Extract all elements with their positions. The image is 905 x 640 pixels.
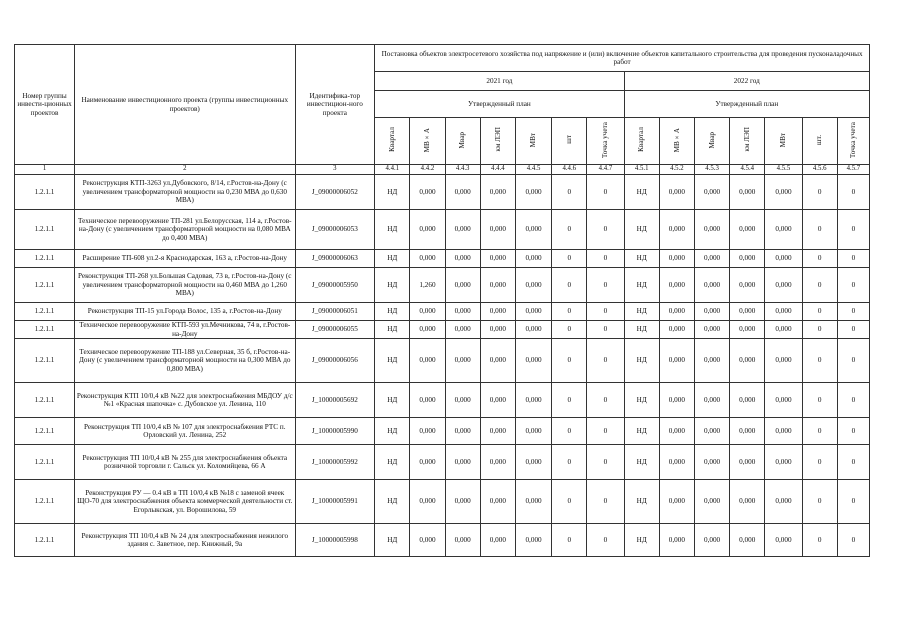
value-cell: 0 (802, 524, 837, 557)
value-cell: 0,000 (480, 524, 515, 557)
table-row (15, 383, 870, 418)
value-cell: 0,000 (515, 480, 551, 524)
value-cell: 0,000 (445, 321, 480, 339)
value-cell: 0 (587, 250, 624, 268)
value-cell: 0,000 (730, 480, 765, 524)
value-cell: НД (624, 175, 659, 210)
project-id-cell: J_09000005950 (295, 268, 375, 303)
value-cell: 0 (802, 480, 837, 524)
value-cell: 0,000 (765, 268, 802, 303)
project-name-cell: Реконструкция РУ — 0.4 кВ в ТП 10/0,4 кВ №18 с заменой ячеек ЩО-70 для электроснабжения объекта коммерческой деятельности ст. Егорлыкская, ул. Ворошилова, 59 (75, 480, 295, 524)
value-cell: 0 (587, 480, 624, 524)
header-approved-plan-2021: Утвержденный план (375, 91, 624, 118)
value-cell: 0 (587, 321, 624, 339)
value-cell: 0,000 (410, 303, 445, 321)
value-cell: 0,000 (445, 303, 480, 321)
value-cell: 0 (552, 268, 587, 303)
value-cell: 0,000 (445, 383, 480, 418)
column-number: 1 (15, 165, 75, 175)
value-cell: 0,000 (659, 524, 694, 557)
header-group-number: Номер группы инвести-ционных проектов (15, 45, 75, 165)
value-cell: 0 (552, 445, 587, 480)
table-row (15, 210, 870, 250)
value-cell: 0,000 (480, 250, 515, 268)
group-number-cell: 1.2.1.1 (15, 383, 75, 418)
value-cell: 0,000 (515, 175, 551, 210)
value-cell: 0 (837, 339, 869, 383)
value-cell: 0,000 (410, 210, 445, 250)
value-cell: 0 (802, 268, 837, 303)
value-cell: НД (624, 321, 659, 339)
value-cell: 0,000 (730, 418, 765, 445)
value-cell: 0 (837, 268, 869, 303)
project-id-cell: J_09000006052 (295, 175, 375, 210)
value-cell: 0,000 (515, 418, 551, 445)
value-cell: 0 (802, 339, 837, 383)
value-cell: 0,000 (480, 210, 515, 250)
value-cell: 0,000 (694, 383, 729, 418)
value-cell: 0,000 (730, 303, 765, 321)
value-cell: 0 (587, 175, 624, 210)
value-cell: 0,000 (694, 339, 729, 383)
value-cell: 0 (802, 418, 837, 445)
value-cell: 0 (837, 480, 869, 524)
project-name-cell: Реконструкция ТП 10/0,4 кВ № 107 для электроснабжения РТС п. Орловский ул. Ленина, 252 (75, 418, 295, 445)
group-number-cell: 1.2.1.1 (15, 250, 75, 268)
column-number: 4.5.1 (624, 165, 659, 175)
value-cell: 0,000 (659, 339, 694, 383)
value-cell: 0,000 (730, 268, 765, 303)
value-cell: 0,000 (445, 175, 480, 210)
value-cell: 0 (837, 250, 869, 268)
value-cell: 0,000 (694, 418, 729, 445)
group-number-cell: 1.2.1.1 (15, 339, 75, 383)
value-cell: 0 (587, 524, 624, 557)
value-cell: 0 (802, 175, 837, 210)
value-cell: 0,000 (765, 250, 802, 268)
value-cell: 0,000 (730, 524, 765, 557)
project-name-cell: Реконструкция ТП 10/0,4 кВ № 24 для электроснабжения нежилого здания с. Заветное, пер. Книжный, 9а (75, 524, 295, 557)
group-number-cell: 1.2.1.1 (15, 524, 75, 557)
value-cell: НД (624, 339, 659, 383)
value-cell: 0 (802, 303, 837, 321)
value-cell: 0,000 (480, 418, 515, 445)
value-cell: 0 (552, 383, 587, 418)
value-cell: 0 (837, 524, 869, 557)
value-cell: 0,000 (659, 418, 694, 445)
value-cell: 0,000 (659, 445, 694, 480)
value-cell: 0 (587, 339, 624, 383)
project-id-cell: J_10000005992 (295, 445, 375, 480)
value-cell: 0 (587, 418, 624, 445)
value-cell: 0,000 (730, 445, 765, 480)
value-cell: 0,000 (410, 250, 445, 268)
value-cell: 0,000 (515, 383, 551, 418)
value-cell: 0 (837, 383, 869, 418)
value-cell: 0,000 (659, 175, 694, 210)
value-cell: НД (375, 210, 410, 250)
value-cell: НД (624, 268, 659, 303)
value-cell: 0 (552, 321, 587, 339)
value-cell: 0,000 (730, 250, 765, 268)
value-cell: 0,000 (410, 175, 445, 210)
value-cell: 0,000 (765, 383, 802, 418)
value-cell: 0,000 (445, 268, 480, 303)
column-number: 3 (295, 165, 375, 175)
value-cell: 0,000 (659, 250, 694, 268)
value-cell: 0,000 (765, 303, 802, 321)
group-number-cell: 1.2.1.1 (15, 268, 75, 303)
group-number-cell: 1.2.1.1 (15, 303, 75, 321)
value-cell: 0 (802, 321, 837, 339)
value-cell: НД (624, 303, 659, 321)
value-cell: 0,000 (765, 480, 802, 524)
value-cell: 0,000 (480, 339, 515, 383)
value-cell: 0,000 (659, 268, 694, 303)
value-cell: НД (624, 383, 659, 418)
value-cell: 0 (552, 250, 587, 268)
value-cell: 0,000 (515, 303, 551, 321)
value-cell: 0,000 (445, 418, 480, 445)
header-unit-2021-4: МВт (515, 118, 551, 165)
table-row (15, 418, 870, 445)
column-number: 4.4.1 (375, 165, 410, 175)
value-cell: 0 (552, 480, 587, 524)
group-number-cell: 1.2.1.1 (15, 321, 75, 339)
project-name-cell: Техническое перевооружение ТП-281 ул.Белорусская, 114 а, г.Ростов-на-Дону (с увеличением трансформаторной мощности на 0,080 МВА до 0,400 МВА) (75, 210, 295, 250)
column-number: 4.5.7 (837, 165, 869, 175)
value-cell: 0,000 (659, 210, 694, 250)
value-cell: 0 (552, 418, 587, 445)
table-row (15, 303, 870, 321)
project-id-cell: J_09000006055 (295, 321, 375, 339)
column-number: 4.5.5 (765, 165, 802, 175)
value-cell: 0,000 (410, 418, 445, 445)
column-number: 4.5.4 (730, 165, 765, 175)
value-cell: 0,000 (694, 321, 729, 339)
project-name-cell: Расширение ТП-608 ул.2-я Краснодарская, 163 а, г.Ростов-на-Дону (75, 250, 295, 268)
value-cell: 0,000 (480, 268, 515, 303)
value-cell: НД (375, 445, 410, 480)
column-number: 4.4.3 (445, 165, 480, 175)
value-cell: НД (375, 175, 410, 210)
value-cell: 0 (837, 210, 869, 250)
value-cell: 0,000 (765, 418, 802, 445)
header-project-name: Наименование инвестиционного проекта (группы инвестиционных проектов) (75, 45, 295, 165)
value-cell: 0 (837, 321, 869, 339)
value-cell: 0,000 (480, 480, 515, 524)
value-cell: 0,000 (515, 524, 551, 557)
project-id-cell: J_09000006063 (295, 250, 375, 268)
value-cell: 0,000 (410, 524, 445, 557)
column-number: 2 (75, 165, 295, 175)
value-cell: 0,000 (480, 303, 515, 321)
value-cell: 0 (837, 418, 869, 445)
value-cell: НД (624, 524, 659, 557)
value-cell: 0,000 (410, 383, 445, 418)
table-row (15, 339, 870, 383)
value-cell: НД (375, 480, 410, 524)
header-project-id: Идентифика-тор инвестицион-ного проекта (295, 45, 375, 165)
header-unit-2021-5: шт (552, 118, 587, 165)
group-number-cell: 1.2.1.1 (15, 445, 75, 480)
table-row (15, 480, 870, 524)
header-unit-2022-0: Квартал (624, 118, 659, 165)
value-cell: 0,000 (480, 321, 515, 339)
value-cell: 0 (837, 175, 869, 210)
value-cell: 0,000 (694, 250, 729, 268)
column-number: 4.4.5 (515, 165, 551, 175)
value-cell: 0 (552, 524, 587, 557)
value-cell: 0,000 (515, 339, 551, 383)
column-number: 4.5.2 (659, 165, 694, 175)
value-cell: 0,000 (445, 250, 480, 268)
project-id-cell: J_09000006053 (295, 210, 375, 250)
value-cell: 0,000 (730, 210, 765, 250)
header-approved-plan-2022: Утвержденный план (624, 91, 869, 118)
value-cell: 0,000 (694, 480, 729, 524)
project-id-cell: J_10000005998 (295, 524, 375, 557)
value-cell: 0,000 (765, 445, 802, 480)
group-number-cell: 1.2.1.1 (15, 418, 75, 445)
value-cell: 0 (802, 250, 837, 268)
value-cell: 0,000 (515, 250, 551, 268)
header-unit-2021-0: Квартал (375, 118, 410, 165)
header-unit-2022-3: км ЛЭП (730, 118, 765, 165)
value-cell: 0 (802, 445, 837, 480)
value-cell: 0 (552, 210, 587, 250)
value-cell: 0,000 (765, 339, 802, 383)
value-cell: НД (375, 250, 410, 268)
header-unit-2022-5: шт. (802, 118, 837, 165)
header-unit-2022-1: МВ×А (659, 118, 694, 165)
value-cell: 0 (587, 445, 624, 480)
value-cell: НД (624, 418, 659, 445)
value-cell: 0 (587, 210, 624, 250)
value-cell: 0 (802, 210, 837, 250)
project-id-cell: J_09000006056 (295, 339, 375, 383)
project-name-cell: Реконструкция ТП-268 ул.Большая Садовая, 73 в, г.Ростов-на-Дону (с увеличением трансформаторной мощности на 0,460 МВА до 1,260 МВА) (75, 268, 295, 303)
header-unit-2021-3: км ЛЭП (480, 118, 515, 165)
value-cell: 0,000 (410, 445, 445, 480)
header-unit-2022-6: Точка учета (837, 118, 869, 165)
value-cell: 0,000 (765, 321, 802, 339)
value-cell: НД (375, 524, 410, 557)
value-cell: 0,000 (515, 445, 551, 480)
value-cell: 1,260 (410, 268, 445, 303)
value-cell: 0,000 (410, 480, 445, 524)
value-cell: 0,000 (515, 210, 551, 250)
value-cell: 0,000 (659, 383, 694, 418)
value-cell: НД (375, 383, 410, 418)
column-number: 4.5.6 (802, 165, 837, 175)
column-number: 4.4.6 (552, 165, 587, 175)
column-number: 4.5.3 (694, 165, 729, 175)
table-row (15, 321, 870, 339)
value-cell: 0 (552, 339, 587, 383)
header-unit-2022-4: МВт (765, 118, 802, 165)
value-cell: 0,000 (765, 210, 802, 250)
value-cell: 0,000 (445, 480, 480, 524)
value-cell: НД (624, 480, 659, 524)
project-name-cell: Реконструкция КТП-3263 ул.Дубовского, 8/14, г.Ростов-на-Дону (с увеличением трансформаторной мощности на 0,230 МВА до 0,630 МВА) (75, 175, 295, 210)
value-cell: 0 (552, 175, 587, 210)
value-cell: 0 (587, 383, 624, 418)
value-cell: 0,000 (730, 175, 765, 210)
investment-projects-table (14, 44, 870, 557)
header-year-2021: 2021 год (375, 72, 624, 91)
header-year-2022: 2022 год (624, 72, 869, 91)
group-number-cell: 1.2.1.1 (15, 210, 75, 250)
value-cell: 0,000 (730, 383, 765, 418)
project-name-cell: Техническое перевооружение КТП-593 ул.Мечникова, 74 в, г.Ростов-на-Дону (75, 321, 295, 339)
value-cell: 0,000 (694, 303, 729, 321)
value-cell: 0 (837, 445, 869, 480)
value-cell: 0,000 (410, 339, 445, 383)
value-cell: 0,000 (480, 383, 515, 418)
table-row (15, 250, 870, 268)
column-number: 4.4.2 (410, 165, 445, 175)
value-cell: 0 (802, 383, 837, 418)
value-cell: НД (624, 210, 659, 250)
value-cell: НД (375, 321, 410, 339)
value-cell: 0,000 (659, 480, 694, 524)
value-cell: 0,000 (694, 175, 729, 210)
value-cell: 0,000 (410, 321, 445, 339)
value-cell: 0 (587, 303, 624, 321)
value-cell: 0,000 (659, 321, 694, 339)
group-number-cell: 1.2.1.1 (15, 175, 75, 210)
value-cell: 0,000 (445, 210, 480, 250)
header-commissioning: Постановка объектов электросетевого хозяйства под напряжение и (или) включение объектов капитального строительства для проведения пусконаладочных работ (375, 45, 870, 72)
value-cell: 0,000 (445, 524, 480, 557)
value-cell: 0,000 (730, 339, 765, 383)
value-cell: НД (375, 339, 410, 383)
value-cell: НД (624, 250, 659, 268)
value-cell: 0 (552, 303, 587, 321)
project-name-cell: Реконструкция КТП 10/0,4 кВ №22 для электроснабжения МБДОУ д/с №1 «Красная шапочка» с. Дубовское ул. Ленина, 110 (75, 383, 295, 418)
column-number: 4.4.4 (480, 165, 515, 175)
header-unit-2022-2: Мвар (694, 118, 729, 165)
project-id-cell: J_10000005991 (295, 480, 375, 524)
value-cell: 0 (837, 303, 869, 321)
column-number: 4.4.7 (587, 165, 624, 175)
table-row (15, 268, 870, 303)
value-cell: 0,000 (445, 339, 480, 383)
value-cell: 0,000 (694, 524, 729, 557)
header-unit-2021-6: Точка учета (587, 118, 624, 165)
project-id-cell: J_10000005990 (295, 418, 375, 445)
value-cell: НД (375, 268, 410, 303)
value-cell: НД (375, 418, 410, 445)
value-cell: 0,000 (445, 445, 480, 480)
table-row (15, 524, 870, 557)
project-name-cell: Реконструкция ТП-15 ул.Города Волос, 135 а, г.Ростов-на-Дону (75, 303, 295, 321)
value-cell: 0,000 (694, 445, 729, 480)
value-cell: 0,000 (659, 303, 694, 321)
project-name-cell: Техническое перевооружение ТП-188 ул.Северная, 35 б, г.Ростов-на-Дону (с увеличением трансформаторной мощности на 0,300 МВА до 0,800 МВА) (75, 339, 295, 383)
value-cell: 0,000 (480, 445, 515, 480)
value-cell: 0,000 (730, 321, 765, 339)
value-cell: 0,000 (765, 175, 802, 210)
value-cell: 0,000 (515, 321, 551, 339)
value-cell: 0,000 (515, 268, 551, 303)
value-cell: 0,000 (694, 210, 729, 250)
table-row (15, 175, 870, 210)
value-cell: НД (375, 303, 410, 321)
value-cell: 0,000 (694, 268, 729, 303)
header-unit-2021-1: МВ×А (410, 118, 445, 165)
project-id-cell: J_10000005692 (295, 383, 375, 418)
project-name-cell: Реконструкция ТП 10/0,4 кВ № 255 для электроснабжения объекта розничной торговли г. Сальск ул. Коломийцева, 66 А (75, 445, 295, 480)
header-unit-2021-2: Мвар (445, 118, 480, 165)
group-number-cell: 1.2.1.1 (15, 480, 75, 524)
table-row (15, 445, 870, 480)
value-cell: 0,000 (480, 175, 515, 210)
value-cell: 0 (587, 268, 624, 303)
value-cell: НД (624, 445, 659, 480)
value-cell: 0,000 (765, 524, 802, 557)
project-id-cell: J_09000006051 (295, 303, 375, 321)
